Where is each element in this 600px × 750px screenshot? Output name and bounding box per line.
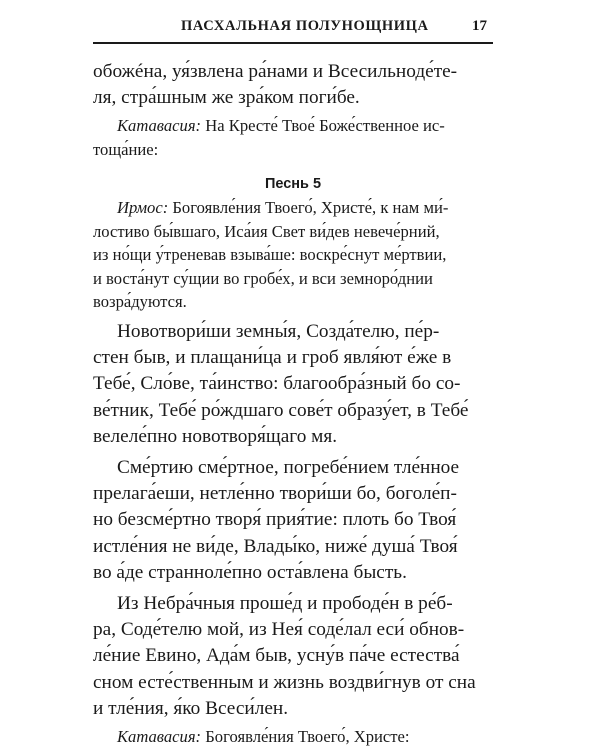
page-header: [93, 16, 493, 44]
text-line: Из Небра́чныя проше́д и прободе́н в ре́б-: [117, 592, 453, 614]
running-title: ПАСХАЛЬНАЯ ПОЛУНОЩНИЦА: [181, 18, 429, 34]
text-line: возра́дуются.: [93, 292, 187, 312]
text-line: ве́тник, Тебе́ ро́ждшаго сове́т образу́ет, в Тебе́: [93, 399, 469, 421]
irmos-text: Богоявле́ния Твоего́, Христе́, к нам ми́-: [172, 198, 449, 218]
text-line: обожéна, уя́звлена ра́нами и Всесильноде́те-: [93, 61, 458, 82]
text-line: но безсме́ртно творя́ прия́тие: плоть бо Твоя́: [93, 509, 457, 531]
text-line: ле́ние Евино, Ада́м быв, усну́в па́че естества́: [93, 645, 460, 667]
text-line: и воста́нут су́щии во гробе́х, и вси земноро́днии: [93, 268, 433, 288]
text-line: [93, 196, 493, 220]
katavasia-paragraph: [93, 114, 493, 161]
text-line: ра, Соде́телю мой, из Нея́ соде́лал еси́ обнов-: [93, 619, 465, 641]
text-line: ля, стра́шным же зра́ком поги́бе.: [93, 87, 360, 109]
text-line: стен быв, и плащани́ца и гроб явля́ют е́же в: [93, 347, 452, 369]
text-line: из но́щи у́треневав взыва́ше: воскре́снут ме́ртвии,: [93, 245, 447, 265]
text-line: [93, 725, 493, 749]
text-line: тоща́ние:: [93, 139, 159, 159]
page-content: [93, 59, 493, 748]
text-line: велеле́пно новотворя́щаго мя.: [93, 425, 338, 447]
text-line: и тле́ния, я́ко Всеси́лен.: [93, 697, 289, 719]
text-line: прелага́еши, нетле́нно твори́ши бо, боголе́п-: [93, 483, 457, 505]
text-line: [93, 114, 493, 138]
text-line: лостиво бы́вшаго, Иса́ия Свет ви́дев невече́рний,: [93, 221, 440, 241]
text-line: Тебе́, Сло́ве, та́инство: благообра́зный бо со-: [93, 373, 461, 395]
troparion-paragraph: [93, 591, 493, 722]
katavasia-label: Катавасия:: [117, 726, 202, 746]
text-line: сном есте́ственным и жизнь воздви́гнув от сна: [93, 671, 476, 693]
irmos-label: Ирмос:: [117, 198, 169, 218]
katavasia-paragraph: [93, 725, 493, 749]
katavasia-text: На Кресте́ Твое́ Боже́ственное ис-: [205, 116, 445, 136]
katavasia-label: Катавасия:: [117, 116, 202, 136]
continuation-paragraph: [93, 59, 493, 111]
ode-heading: Песнь 5: [264, 176, 322, 193]
page-number: 17: [472, 18, 487, 34]
troparion-paragraph: [93, 319, 493, 450]
text-line: истле́ния не ви́де, Влады́ко, ниже́ душа́ Твоя́: [93, 535, 458, 557]
katavasia-text: Богоявле́ния Твоего́, Христе:: [205, 726, 410, 746]
troparion-paragraph: [93, 455, 493, 586]
text-line: Сме́ртию сме́ртное, погребе́нием тле́нное: [117, 456, 460, 478]
text-line: Новотвори́ши земны́я, Созда́телю, пе́р-: [117, 320, 440, 342]
text-line: во а́де странноле́пно оста́влена бысть.: [93, 561, 407, 583]
irmos-paragraph: [93, 196, 493, 314]
